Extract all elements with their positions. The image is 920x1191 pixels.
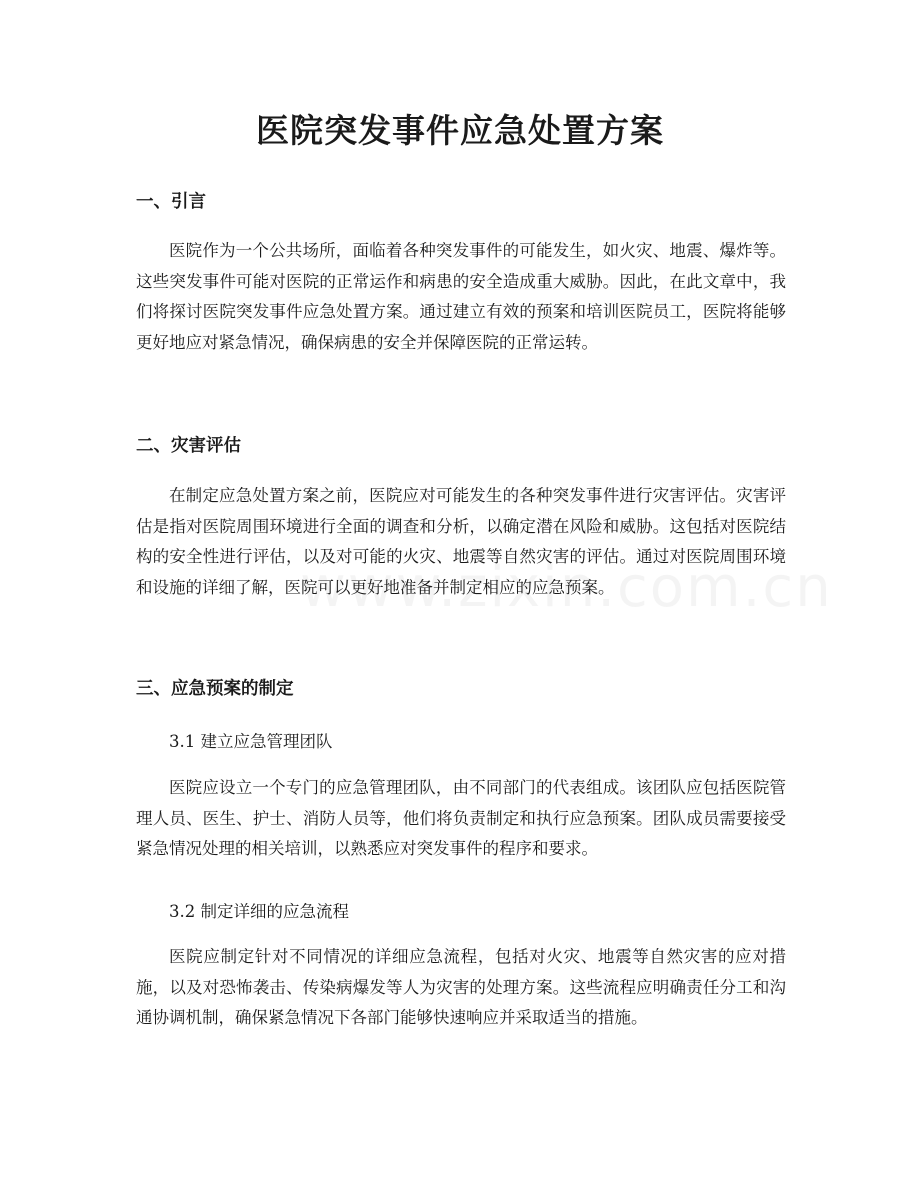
subsection-heading-emergency-procedure: 3.2 制定详细的应急流程 [169,902,349,921]
document-title: 医院突发事件应急处置方案 [256,111,664,150]
subsection-paragraph-management-team: 医院应设立一个专门的应急管理团队，由不同部门的代表组成。该团队应包括医院管理人员、医生、护士、消防人员等，他们将负责制定和执行应急预案。团队成员需要接受紧急情况处理的相关培训，以熟悉应对突发事件的程序和要求。 [136,778,786,859]
section-paragraph-introduction: 医院作为一个公共场所，面临着各种突发事件的可能发生，如火灾、地震、爆炸等。这些突发事件可能对医院的正常运作和病患的安全造成重大威胁。因此，在此文章中，我们将探讨医院突发事件应急处置方案。通过建立有效的预案和培训医院员工，医院将能够更好地应对紧急情况，确保病患的安全并保障医院的正常运转。 [136,241,786,352]
subsection-paragraph-emergency-procedure: 医院应制定针对不同情况的详细应急流程，包括对火灾、地震等自然灾害的应对措施，以及对恐怖袭击、传染病爆发等人为灾害的处理方案。这些流程应明确责任分工和沟通协调机制，确保紧急情况下各部门能够快速响应并采取适当的措施。 [136,947,786,1028]
section-paragraph-disaster-assessment: 在制定应急处置方案之前，医院应对可能发生的各种突发事件进行灾害评估。灾害评估是指对医院周围环境进行全面的调查和分析，以确定潜在风险和威胁。这包括对医院结构的安全性进行评估，以及对可能的火灾、地震等自然灾害的评估。通过对医院周围环境和设施的详细了解，医院可以更好地准备并制定相应的应急预案。 [136,486,786,597]
section-heading-introduction: 一、引言 [136,192,206,212]
subsection-heading-management-team: 3.1 建立应急管理团队 [169,732,333,751]
section-heading-emergency-plan: 三、应急预案的制定 [136,679,294,699]
section-heading-disaster-assessment: 二、灾害评估 [136,436,241,456]
